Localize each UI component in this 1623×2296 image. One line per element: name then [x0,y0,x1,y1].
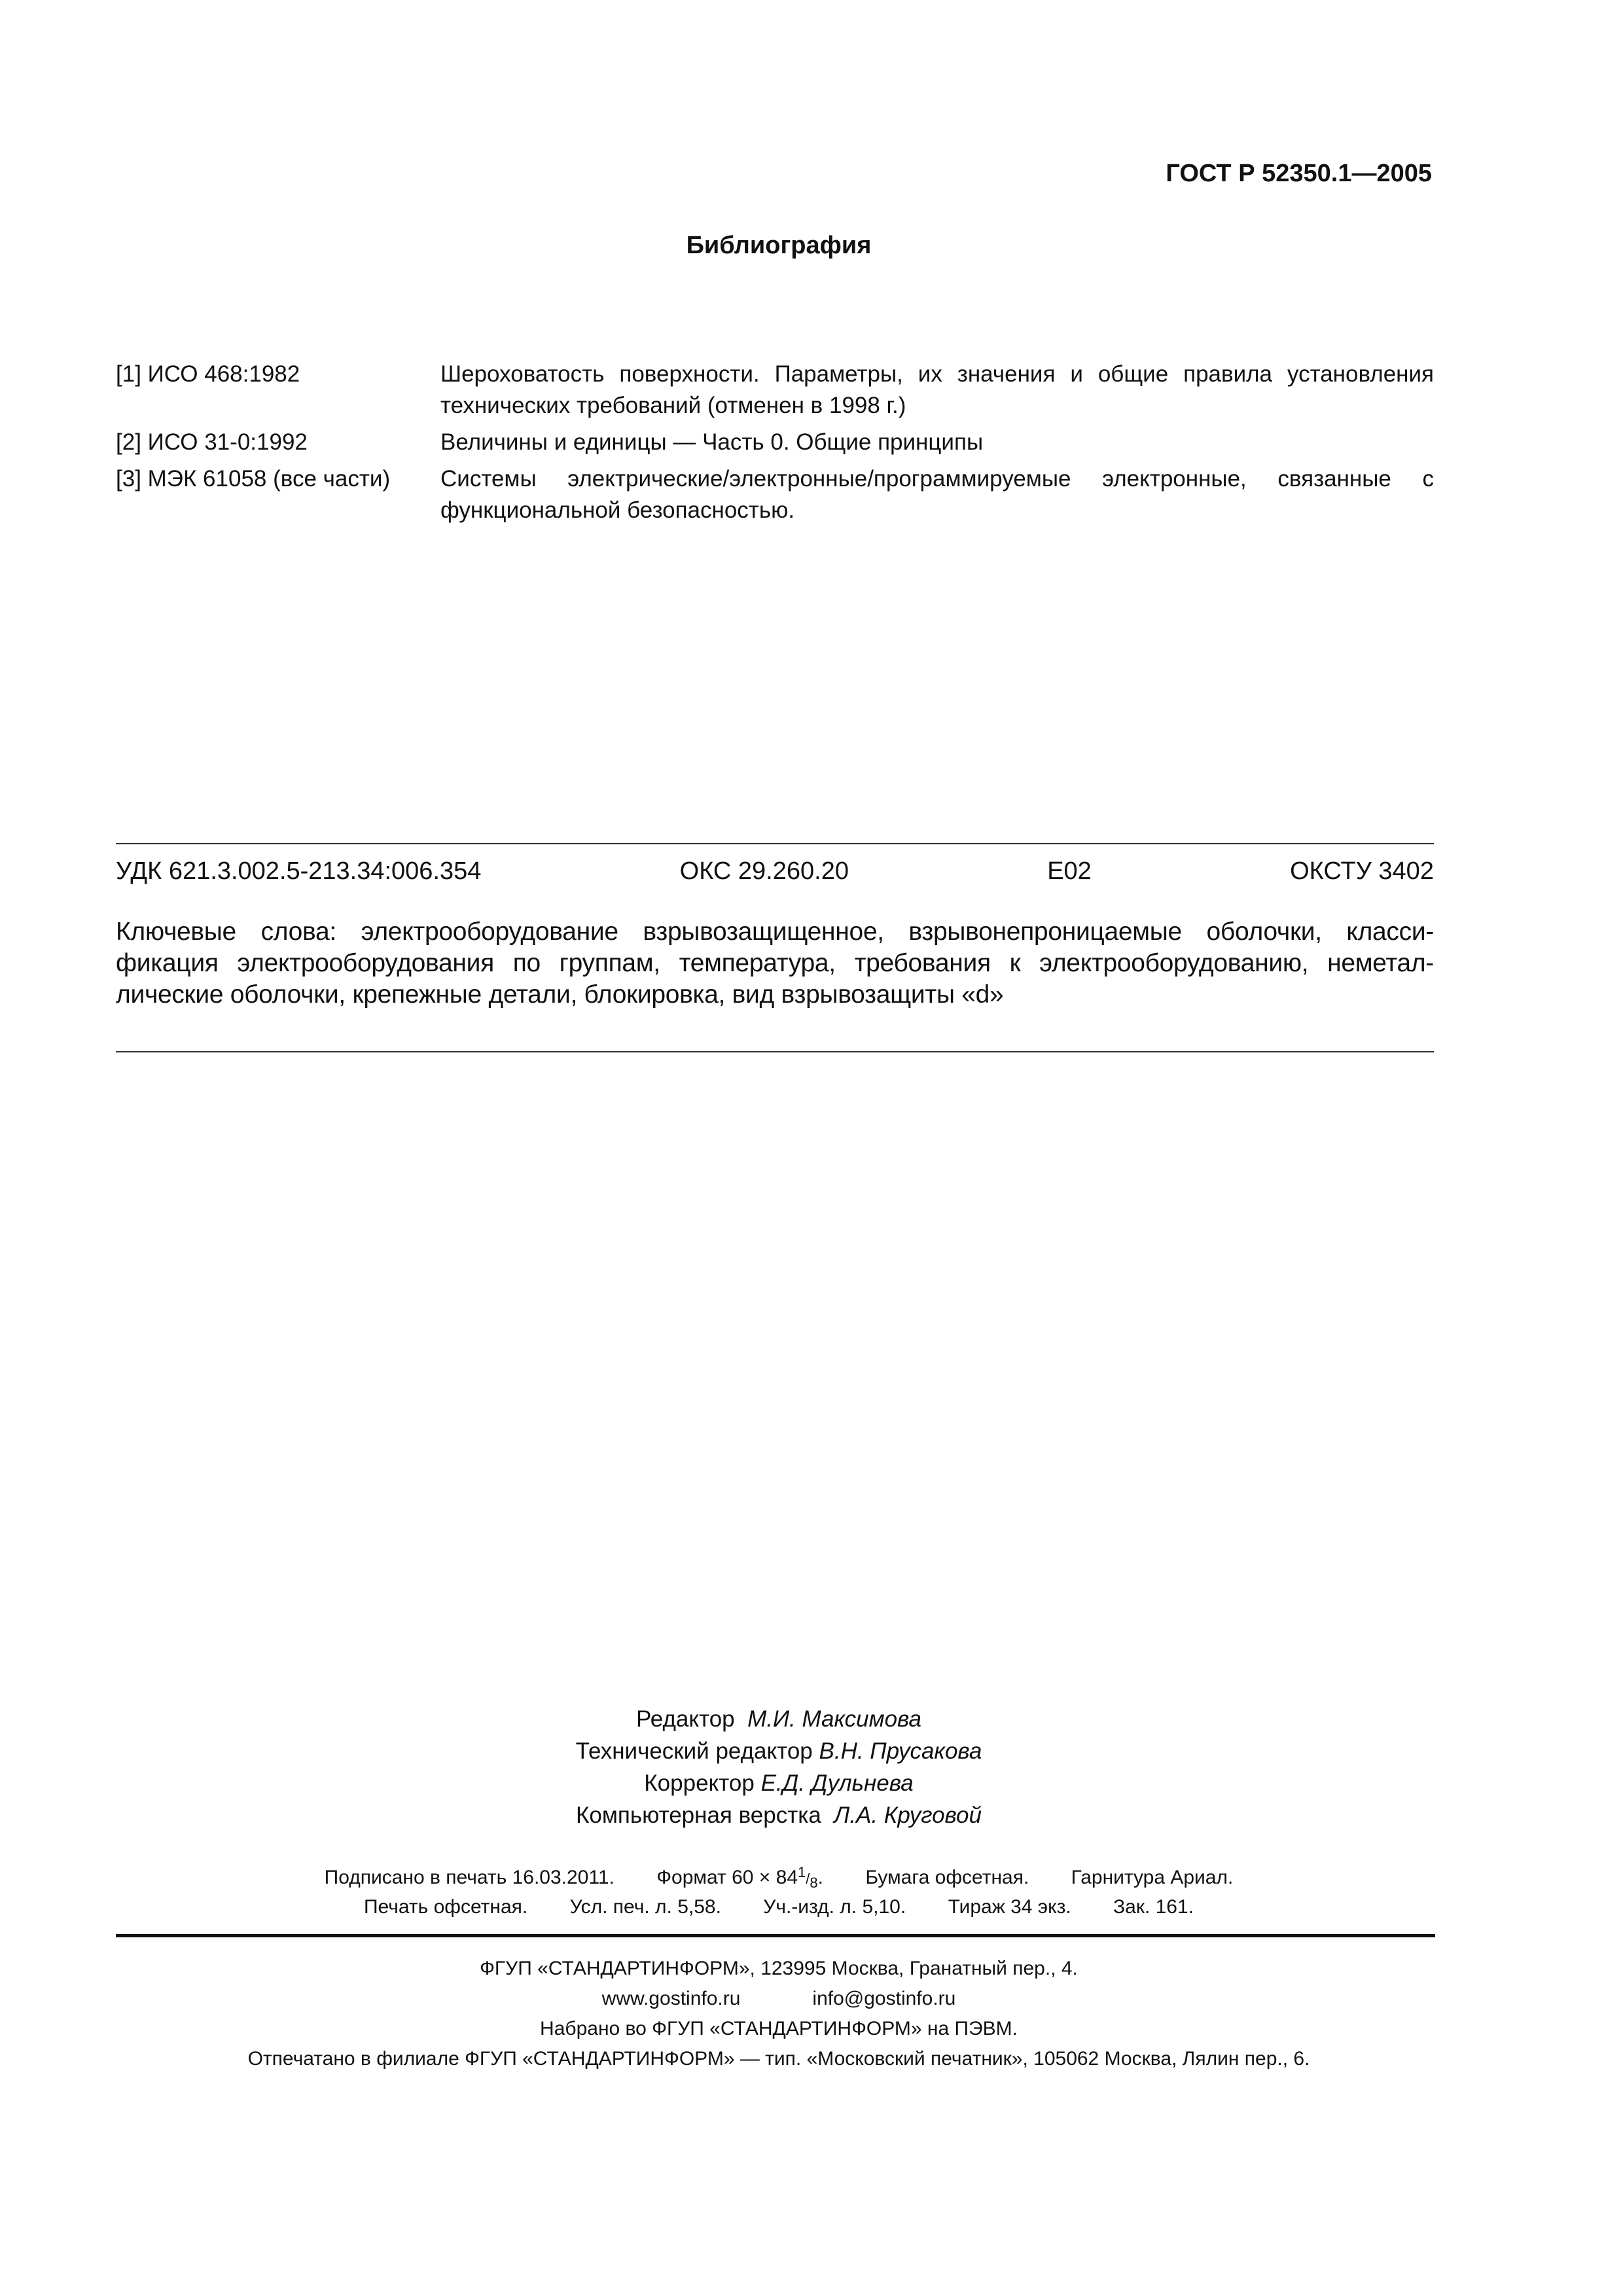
format-denominator: 8 [810,1874,818,1891]
bibliography-ref: [3] МЭК 61058 (все части) [116,466,391,492]
typeface: Гарнитура Ариал. [1071,1867,1234,1888]
credit-role: Редактор [635,1706,735,1732]
footer-divider [116,1934,1435,1937]
credit-tech-editor [0,1735,1558,1767]
credit-role: Корректор [644,1770,755,1796]
order-number: Зак. 161. [1113,1896,1194,1918]
okstu-code: ОКСТУ 3402 [1290,857,1434,885]
e-code: Е02 [1047,857,1092,885]
keywords-line: Ключевые слова: электрооборудование взрывозащищенное, взрывонепроницаемые оболочки, класси- [116,918,1434,946]
bibliography-entry [116,359,1434,422]
bibliography-entry [116,463,1434,526]
credit-role: Технический редактор [575,1738,813,1764]
typeset-note: Набрано во ФГУП «СТАНДАРТИНФОРМ» на ПЭВМ. [540,2018,1018,2039]
print-sheets: Усл. печ. л. 5,58. [569,1896,721,1918]
format-numerator: 1 [798,1864,806,1880]
credit-name: Е.Д. Дульнева [760,1770,914,1796]
oks-code: ОКС 29.260.20 [679,857,849,885]
bibliography-text: Шероховатость поверхности. Параметры, их значения и общие правила установления технических требований (отменен в 1998 г.) [440,361,1434,418]
email-link[interactable]: info@gostinfo.ru [812,1988,956,2009]
credit-editor [0,1703,1558,1735]
printed-note: Отпечатано в филиале ФГУП «СТАНДАРТИНФОРМ» — тип. «Московский печатник», 105062 Москва, Лялин пер., 6. [247,2048,1310,2070]
credit-layout [0,1799,1558,1831]
signed-date: Подписано в печать 16.03.2011. [324,1867,615,1888]
credits [0,1703,1558,1831]
publisher-address: ФГУП «СТАНДАРТИНФОРМ», 123995 Москва, Гранатный пер., 4. [480,1958,1078,1979]
paper-format: Формат $60 \times 84^1/_8$. [656,1864,824,1891]
keywords-line: фикация электрооборудования по группам, температура, требования к электрооборудованию, неметал- [116,949,1434,977]
divider-bottom [116,1051,1434,1052]
publication-info-line1 [0,1864,1558,1892]
bibliography-text: Системы электрические/электронные/программируемые электронные, связанные с функциональной безопасностью. [440,466,1434,523]
divider-top [116,843,1434,844]
publisher-sheets: Уч.-изд. л. 5,10. [763,1896,906,1918]
credit-name: Л.А. Круговой [834,1803,982,1828]
format-prefix: Формат 60 × 84 [656,1867,798,1888]
keywords-line: лические оболочки, крепежные детали, блокировка, вид взрывозащиты «d» [116,980,1004,1009]
document-number: ГОСТ Р 52350.1—2005 [1166,160,1432,187]
keywords [116,916,1434,1011]
bibliography-entry [116,427,1434,458]
section-title: Библиография [686,232,872,259]
publisher-contacts [0,1984,1558,2014]
paper-type: Бумага офсетная. [865,1867,1029,1888]
credit-name: М.И. Максимова [747,1706,922,1732]
classification-codes [116,857,1434,886]
publisher-footer [0,1954,1558,2074]
print-type: Печать офсетная. [363,1896,528,1918]
credit-corrector [0,1767,1558,1799]
bibliography-ref: [1] ИСО 468:1982 [116,361,300,387]
bibliography-text: Величины и единицы — Часть 0. Общие принципы [440,429,984,455]
print-run: Тираж 34 экз. [948,1896,1071,1918]
format-fraction: $^1/_8$ [798,1864,818,1891]
credit-role: Компьютерная верстка [575,1803,821,1828]
credit-name: В.Н. Прусакова [819,1738,982,1764]
bibliography-ref: [2] ИСО 31-0:1992 [116,429,308,455]
website-link[interactable]: www.gostinfo.ru [601,1988,741,2009]
bibliography-list [116,359,1434,531]
udk-code: УДК 621.3.002.5-213.34:006.354 [116,857,482,885]
publication-info-line2 [0,1896,1558,1918]
